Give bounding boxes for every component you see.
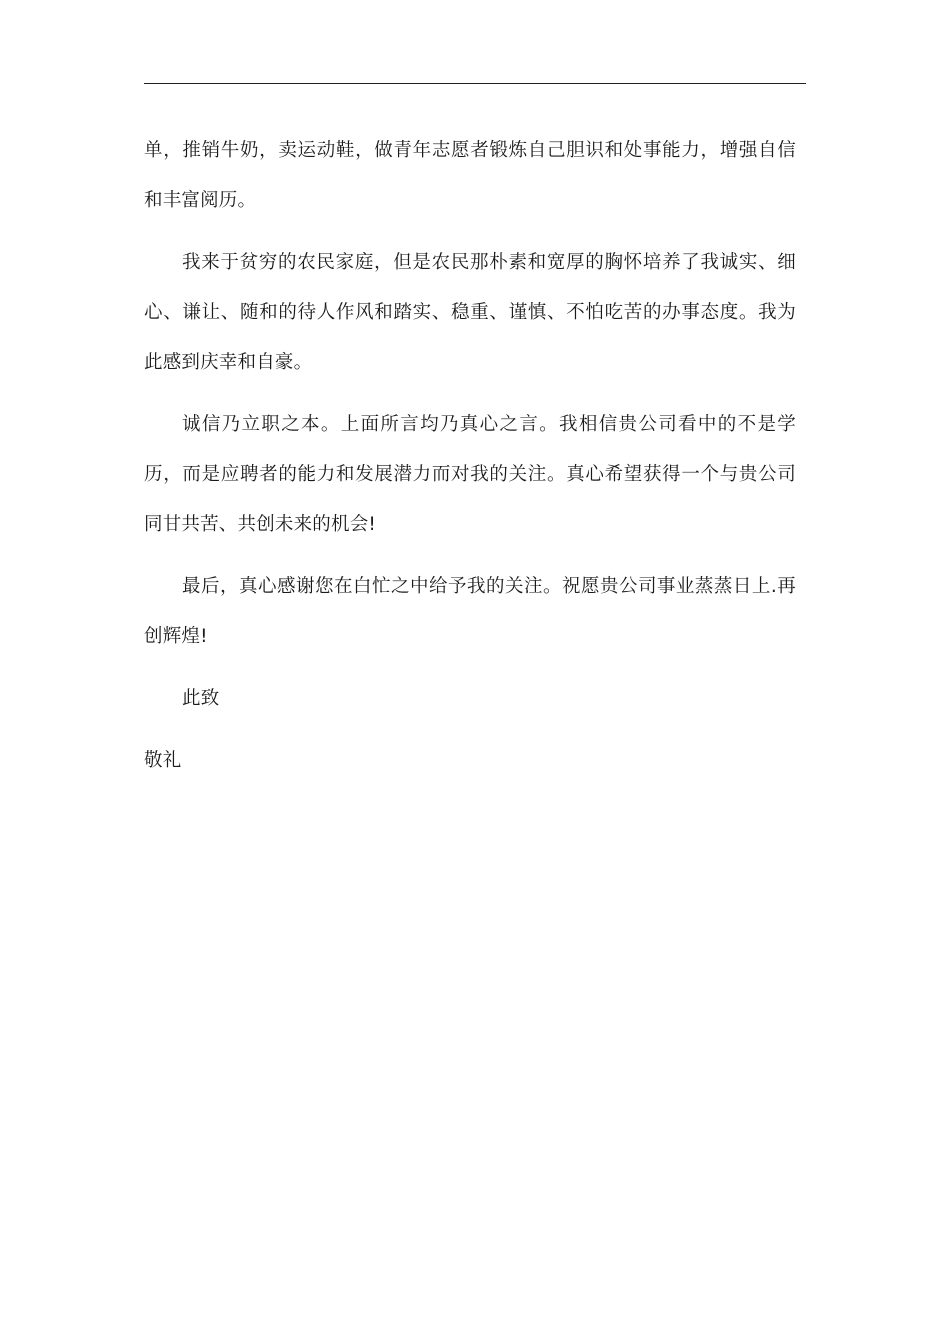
header-rule: [144, 83, 806, 84]
paragraph-continuation: 单，推销牛奶，卖运动鞋，做青年志愿者锻炼自己胆识和处事能力，增强自信和丰富阅历。: [144, 140, 796, 211]
paragraph-background: 我来于贫穷的农民家庭，但是农民那朴素和宽厚的胸怀培养了我诚实、细心、谦让、随和的待人作风和踏实、稳重、谨慎、不怕吃苦的办事态度。我为此感到庆幸和自豪。: [144, 252, 796, 373]
closing-phrase: 此致: [182, 688, 220, 709]
paragraph-thanks: 最后，真心感谢您在白忙之中给予我的关注。祝愿贵公司事业蒸蒸日上.再创辉煌!: [144, 576, 796, 647]
letter-body: [144, 126, 796, 798]
paragraph-integrity: 诚信乃立职之本。上面所言均乃真心之言。我相信贵公司看中的不是学历，而是应聘者的能力和发展潜力而对我的关注。真心希望获得一个与贵公司同甘共苦、共创未来的机会!: [144, 414, 796, 535]
salutation: 敬礼: [144, 750, 182, 771]
